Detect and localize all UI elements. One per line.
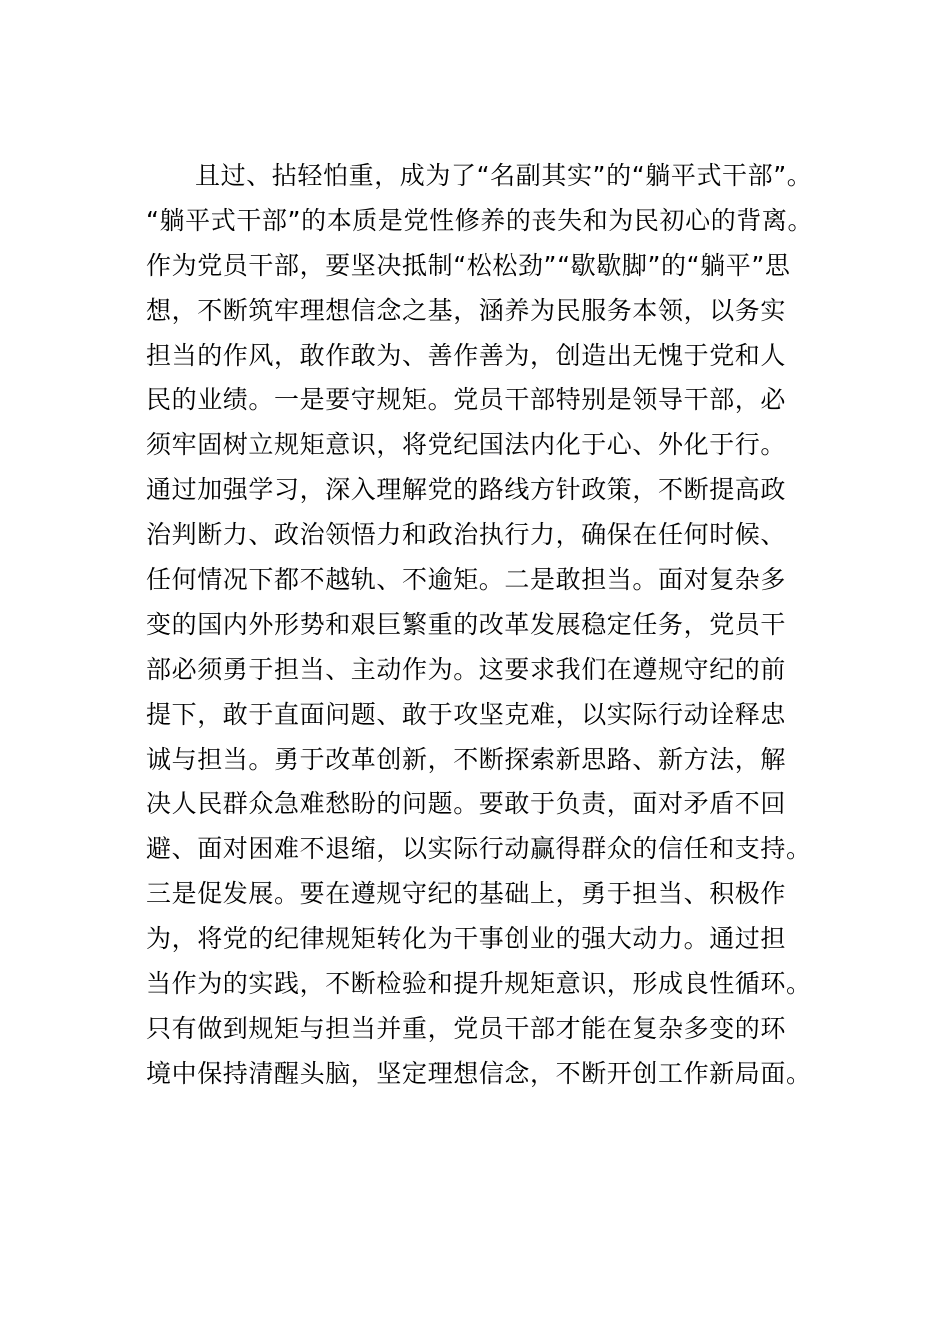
text-line: 变的国内外形势和艰巨繁重的改革发展稳定任务，党员干 xyxy=(146,609,787,639)
text-line: 通过加强学习，深入理解党的路线方针政策，不断提高政 xyxy=(146,475,787,505)
text-line: 且过、拈轻怕重，成为了“名副其实”的“躺平式干部”。 xyxy=(195,161,813,190)
text-line: “躺平式干部”的本质是党性修养的丧失和为民初心的背离。 xyxy=(146,205,814,235)
text-line: 当作为的实践，不断检验和提升规矩意识，形成良性循环。 xyxy=(146,969,812,999)
text-line: 决人民群众急难愁盼的问题。要敢于负责，面对矛盾不回 xyxy=(146,789,787,819)
body-paragraph xyxy=(146,154,814,1097)
text-line: 诚与担当。勇于改革创新，不断探索新思路、新方法，解 xyxy=(146,744,787,774)
text-line: 须牢固树立规矩意识，将党纪国法内化于心、外化于行。 xyxy=(146,430,787,460)
text-line: 治判断力、政治领悟力和政治执行力，确保在任何时候、 xyxy=(146,520,787,550)
text-line: 只有做到规矩与担当并重，党员干部才能在复杂多变的环 xyxy=(146,1013,787,1043)
text-line: 提下，敢于直面问题、敢于攻坚克难，以实际行动诠释忠 xyxy=(146,699,787,729)
text-line: 想，不断筑牢理想信念之基，涵养为民服务本领，以务实 xyxy=(146,295,787,325)
text-line: 避、面对困难不退缩，以实际行动赢得群众的信任和支持。 xyxy=(146,834,812,864)
text-line: 担当的作风，敢作敢为、善作善为，创造出无愧于党和人 xyxy=(146,340,787,370)
text-line: 为，将党的纪律规矩转化为干事创业的强大动力。通过担 xyxy=(146,924,787,954)
text-line: 民的业绩。一是要守规矩。党员干部特别是领导干部，必 xyxy=(146,385,787,415)
text-line: 境中保持清醒头脑，坚定理想信念，不断开创工作新局面。 xyxy=(146,1058,812,1088)
text-line: 三是促发展。要在遵规守纪的基础上，勇于担当、积极作 xyxy=(146,879,787,909)
text-line: 任何情况下都不越轨、不逾矩。二是敢担当。面对复杂多 xyxy=(146,565,787,595)
text-line: 部必须勇于担当、主动作为。这要求我们在遵规守纪的前 xyxy=(146,654,787,684)
text-line: 作为党员干部，要坚决抵制“松松劲”“歇歇脚”的“躺平”思 xyxy=(146,250,791,280)
